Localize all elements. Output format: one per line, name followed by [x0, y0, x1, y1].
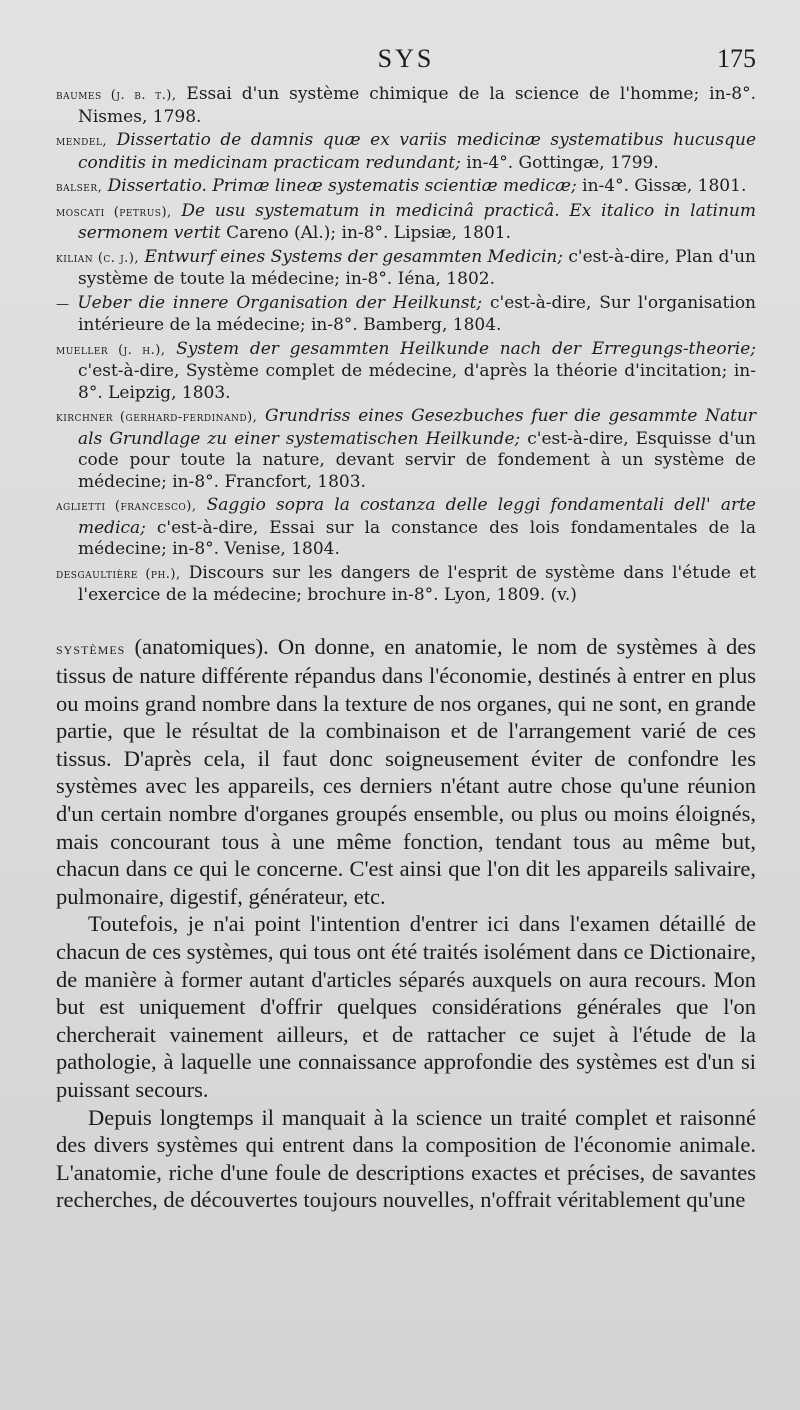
paragraph-text: (anatomiques). On donne, en anatomie, le nom de systèmes à des tissus de nature différente répandus dans l'économie, destinés à entrer en plus ou moins grand nombre dans la texture de nos organes, qui ne sont, en grande partie, que le résultat de la combinaison et de l'arrangement varié de ces tissus. D'après cela, il faut donc soigneusement éviter de confondre les systèmes avec les appareils, ces derniers n'étant autre chose qu'une réunion d'un certain nombre d'organes groupés ensemble, ou plus ou moins éloignés, mais concourant tous à une même fonction, tendant tous au même but, chacun dans ce qui le concerne. C'est ainsi que l'on dit les appareils salivaire, pulmonaire, digestif, générateur, etc.: [56, 633, 756, 909]
bibliography-entry: [56, 293, 756, 337]
entry-title: Dissertatio. Primæ lineæ systematis scientiæ medicæ;: [102, 176, 577, 196]
entry-title: Grundriss eines Gesezbuches fuer die gesammte Natur als Grundlage zu einer systematischen Heilkunde;: [78, 406, 757, 449]
article-paragraph: Toutefois, je n'ai point l'intention d'entrer ici dans l'examen détaillé de chacun de ces systèmes, qui tous ont été traités isolément dans ce Dictionaire, de manière à former autant d'articles séparés auxquels on aura recours. Mon but est uniquement d'offrir quelques considérations générales que l'on chercherait vainement ailleurs, et de rattacher ce sujet à l'étude de la pathologie, à laquelle une connaissance approfondie des systèmes est d'un si puissant secours.: [56, 911, 756, 1102]
entry-author: baumes (j. b. t.),: [56, 88, 177, 103]
article-systemes: [56, 633, 756, 1214]
bibliography-entry: [56, 406, 756, 493]
entry-details: in-4°. Gissæ, 1801.: [576, 176, 747, 196]
entry-author: balser,: [56, 180, 103, 195]
entry-title: Saggio sopra la costanza delle leggi fondamentali dell' arte medica;: [78, 495, 756, 538]
article-paragraph: [56, 633, 756, 911]
bibliography-entry: [56, 84, 756, 128]
bibliography-entry: [56, 247, 756, 291]
entry-author: mueller (j. h.),: [56, 342, 166, 358]
bibliography-entry: [56, 339, 756, 405]
entry-title: System der gesammten Heilkunde nach der Erregungs-theorie;: [165, 338, 756, 359]
bibliography-entry: [56, 495, 756, 561]
page-number: 175: [717, 44, 756, 73]
entry-author: desgaultière (ph.),: [56, 566, 181, 582]
article-paragraph: Depuis longtemps il manquait à la science un traité complet et raisonné des divers systèmes qui entrent dans la composition de l'économie animale. L'anatomie, riche d'une foule de descriptions exactes et précises, de savantes recherches, de découvertes toujours nouvelles, n'offrait véritablement qu'une: [56, 1104, 756, 1213]
entry-details: c'est-à-dire, Essai sur la constance des lois fondamentales de la médecine; in-8°. Venise, 1804.: [78, 517, 756, 559]
running-head: SYS: [377, 44, 435, 73]
entry-details: Essai d'un système chimique de la science de l'homme; in-8°. Nismes, 1798.: [78, 84, 756, 127]
entry-details: c'est-à-dire, Sur l'organisation intérieure de la médecine; in-8°. Bamberg, 1804.: [78, 292, 756, 335]
entry-details: Discours sur les dangers de l'esprit de système dans l'étude et l'exercice de la médecine; brochure in-8°. Lyon, 1809. (v.): [78, 562, 757, 605]
entry-author: kilian (c. j.),: [56, 250, 140, 266]
entry-author: mendel,: [56, 134, 108, 149]
bibliography-list: [56, 84, 756, 607]
page-header: [56, 44, 756, 84]
entry-details: Careno (Al.); in-8°. Lipsiæ, 1801.: [220, 223, 512, 243]
entry-title: De usu systematum in medicinâ practicâ. Ex italico in latinum sermonem vertit: [78, 200, 756, 243]
entry-author: moscati (petrus),: [56, 204, 172, 220]
entry-details: c'est-à-dire, Plan d'un système de toute la médecine; in-8°. Iéna, 1802.: [78, 246, 757, 289]
bibliography-entry: [56, 130, 756, 174]
bibliography-entry: [56, 176, 756, 199]
article-headword: systèmes: [56, 638, 126, 658]
entry-title: Ueber die innere Organisation der Heilkunst;: [69, 292, 483, 313]
section-divider: [56, 609, 756, 633]
entry-details: c'est-à-dire, Système complet de médecine, d'après la théorie d'incitation; in-8°. Leipzig, 1803.: [78, 361, 756, 403]
entry-title: Entwurf eines Systems der gesammten Medicin;: [139, 246, 563, 267]
bibliography-entry: [56, 201, 756, 245]
bibliography-entry: [56, 563, 756, 607]
entry-details: c'est-à-dire, Esquisse d'un code pour toute la nature, devant servir de fondement à un système de médecine; in-8°. Francfort, 1803.: [78, 428, 756, 492]
entry-author: aglietti (francesco),: [56, 499, 197, 514]
entry-details: in-4°. Gottingæ, 1799.: [460, 152, 659, 173]
entry-title: Dissertatio de damnis quæ ex variis medicinæ systematibus hucusque conditis in medicinam practicam redundant;: [78, 130, 756, 173]
entry-author: kirchner (gerhard-ferdinand),: [56, 410, 258, 425]
entry-author: —: [56, 296, 70, 312]
